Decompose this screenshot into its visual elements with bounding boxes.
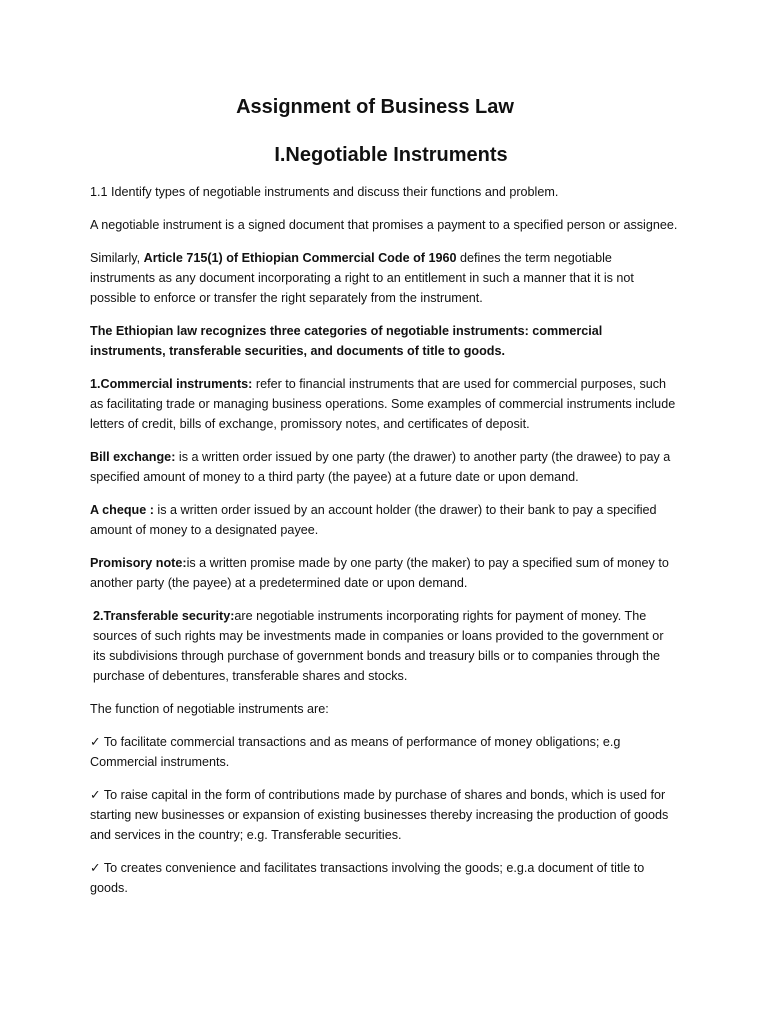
- function-intro: The function of negotiable instruments are:: [90, 702, 329, 716]
- cheque-paragraph: [90, 500, 678, 540]
- promissory-heading: Promisory note:: [90, 556, 187, 570]
- bill-text: is a written order issued by one party (the drawer) to another party (the drawee) to pay a specified amount of money to a third party (the payee) at a future date or upon demand.: [90, 450, 671, 484]
- function-item: ✓ To creates convenience and facilitates transactions involving the goods; e.g.a document of title to goods.: [90, 861, 645, 895]
- categories-text: The Ethiopian law recognizes three categories of negotiable instruments: commercial instruments, transferable securities, and documents of title to goods.: [90, 324, 603, 358]
- bill-heading: Bill exchange:: [90, 450, 176, 464]
- question-paragraph: 1.1 Identify types of negotiable instruments and discuss their functions and problem.: [90, 185, 559, 199]
- promissory-paragraph: [90, 553, 678, 593]
- categories-paragraph: [90, 321, 678, 361]
- cheque-heading: A cheque :: [90, 503, 154, 517]
- section-title: I.Negotiable Instruments: [274, 144, 508, 166]
- function-item: ✓ To raise capital in the form of contributions made by purchase of shares and bonds, which is used for starting new businesses or expansion of existing businesses thereby increasing the production of goods and services in the country; e.g. Transferable securities.: [90, 788, 669, 842]
- document-body: [90, 182, 678, 911]
- commercial-text: refer to financial instruments that are used for commercial purposes, such as facilitating trade or managing business operations. Some examples of commercial instruments include letters of credit, bills of exchange, promissory notes, and certificates of deposit.: [90, 377, 676, 431]
- bill-paragraph: [90, 447, 678, 487]
- commercial-paragraph: [90, 374, 678, 434]
- article-text: defines the term negotiable instruments as any document incorporating a right to an entitlement in such a manner that it is not possible to enforce or transfer the right separately from the instrument.: [90, 251, 634, 305]
- document-title: Assignment of Business Law: [236, 96, 514, 118]
- article-prefix: Similarly,: [90, 251, 144, 265]
- promissory-text: is a written promise made by one party (the maker) to pay a specified sum of money to another party (the payee) at a predetermined date or upon demand.: [90, 556, 669, 590]
- definition-paragraph: A negotiable instrument is a signed document that promises a payment to a specified person or assignee.: [90, 218, 678, 232]
- transferable-text: are negotiable instruments incorporating rights for payment of money. The sources of such rights may be investments made in companies or loans provided to the government or its subdivisions through purchase of government bonds and treasury bills or to companies through the purchase of debentures, transferable shares and stocks.: [93, 609, 664, 683]
- cheque-text: is a written order issued by an account holder (the drawer) to their bank to pay a specified amount of money to a designated payee.: [90, 503, 657, 537]
- commercial-heading: 1.Commercial instruments:: [90, 377, 253, 391]
- article-reference: Article 715(1) of Ethiopian Commercial Code of 1960: [143, 251, 457, 265]
- article-paragraph: [90, 248, 678, 308]
- transferable-heading: 2.Transferable security:: [93, 609, 235, 623]
- function-item: ✓ To facilitate commercial transactions and as means of performance of money obligations; e.g Commercial instruments.: [90, 735, 621, 769]
- transferable-paragraph: [90, 606, 678, 686]
